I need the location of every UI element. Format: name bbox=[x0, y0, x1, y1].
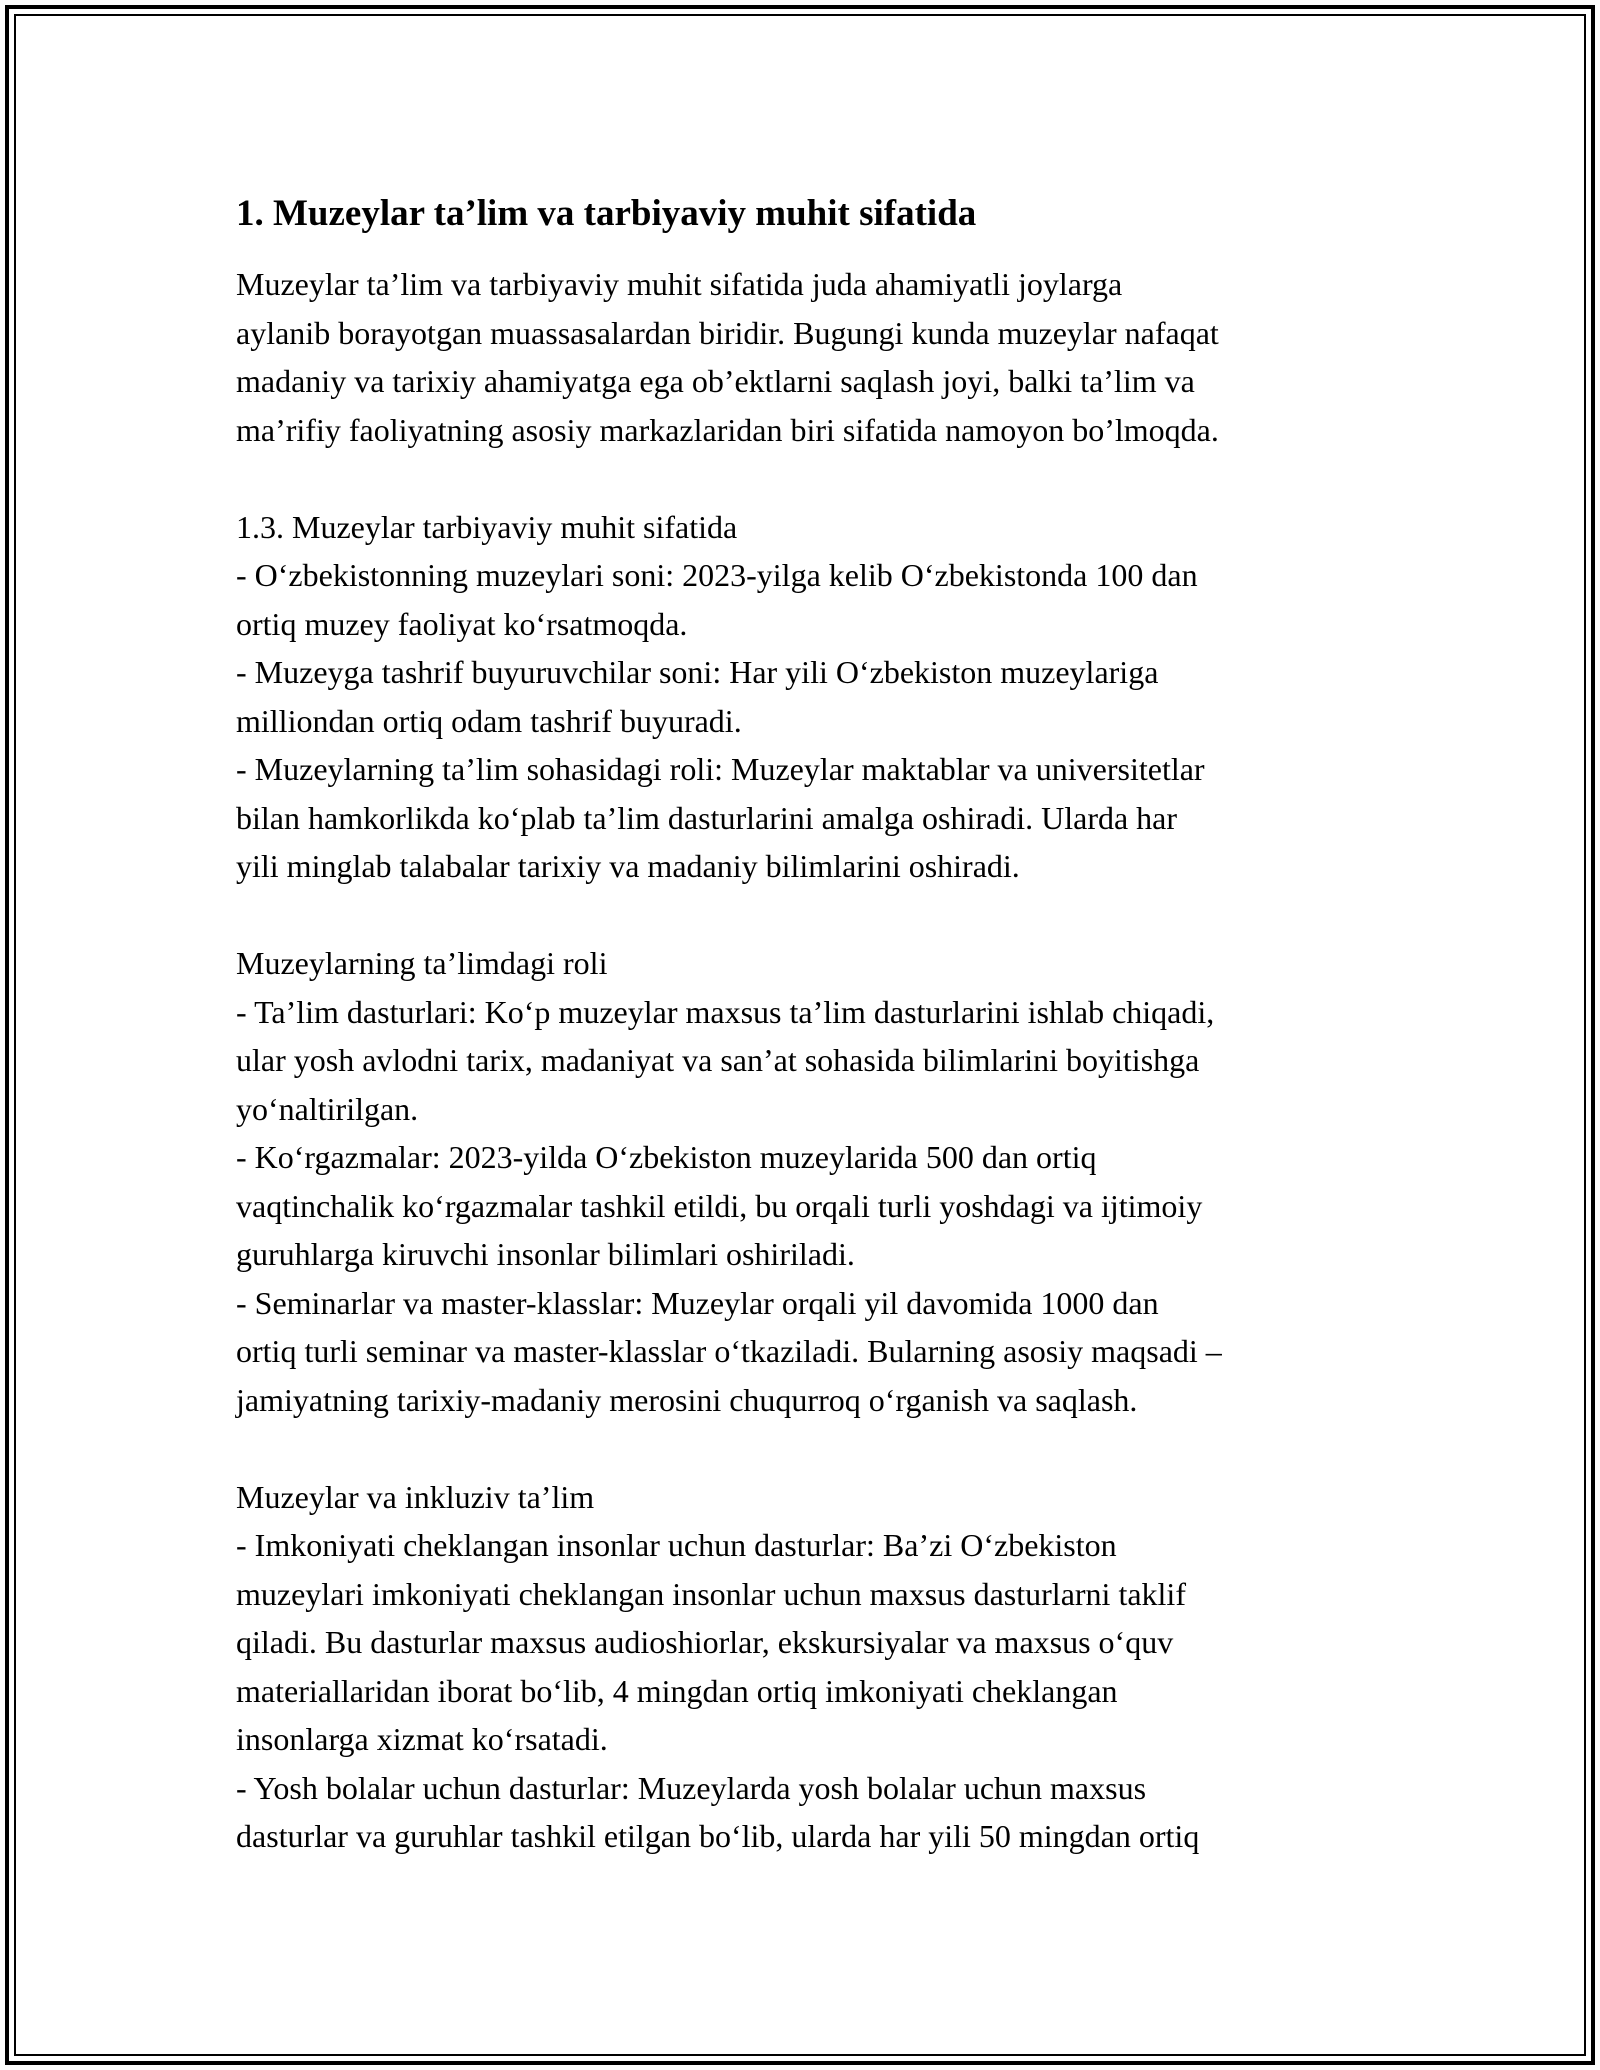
list-item: - Muzeyga tashrif buyuruvchilar soni: Har yili O‘zbekiston muzeylariga milliondan ortiq odam tashrif buyuradi. bbox=[236, 654, 1159, 739]
list-item: - Imkoniyati cheklangan insonlar uchun dasturlar: Ba’zi O‘zbekiston muzeylari imkoniyati cheklangan insonlar uchun maxsus dasturlarni taklif qiladi. Bu dasturlar maxsus audioshiorlar, ekskursiyalar va maxsus o‘quv materiallaridan iborat bo‘lib, 4 mingdan ortiq imkoniyati cheklangan insonlarga xizmat ko‘rsatadi. bbox=[236, 1527, 1186, 1757]
list-item: - Seminarlar va master-klasslar: Muzeylar orqali yil davomida 1000 dan ortiq turli seminar va master-klasslar o‘tkaziladi. Bularning asosiy maqsadi – jamiyatning tarixiy-madaniy merosini chuqurroq o‘rganish va saqlash. bbox=[236, 1284, 1222, 1418]
list-item: - Yosh bolalar uchun dasturlar: Muzeylarda yosh bolalar uchun maxsus dasturlar va guruhlar tashkil etilgan bo‘lib, ularda har yili 50 mingdan ortiq bbox=[236, 1769, 1200, 1854]
list-item: - Muzeylarning ta’lim sohasidagi roli: Muzeylar maktablar va universitetlar bilan hamkorlikda ko‘plab ta’lim dasturlarini amalga oshiradi. Ularda har yili minglab talabalar tarixiy va madaniy bilimlarini oshiradi. bbox=[236, 751, 1205, 884]
section-heading: Muzeylar va inkluziv ta’lim bbox=[236, 1478, 595, 1515]
list-item: - O‘zbekistonning muzeylari soni: 2023-yilga kelib O‘zbekistonda 100 dan ortiq muzey faoliyat ko‘rsatmoqda. bbox=[236, 557, 1198, 642]
section-heading: Muzeylarning ta’limdagi roli bbox=[236, 945, 608, 981]
list-item: - Ko‘rgazmalar: 2023-yilda O‘zbekiston muzeylarida 500 dan ortiq vaqtinchalik ko‘rgazmalar tashkil etildi, bu orqali turli yoshdagi va ijtimoiy guruhlarga kiruvchi insonlar bilimlari oshiriladi. bbox=[236, 1139, 1203, 1272]
page-title: 1. Muzeylar ta’lim va tarbiyaviy muhit sifatida bbox=[236, 193, 977, 234]
intro-block bbox=[236, 260, 1386, 454]
section-tarbiyaviy-muhit bbox=[236, 503, 1386, 891]
list-item: - Ta’lim dasturlari: Ko‘p muzeylar maxsus ta’lim dasturlarini ishlab chiqadi, ular yosh avlodni tarix, madaniyat va san’at sohasida bilimlarini boyitishga yo‘naltirilgan. bbox=[236, 993, 1215, 1127]
section-talimdagi-roli bbox=[236, 939, 1386, 1424]
document-body bbox=[236, 190, 1386, 1861]
section-heading: 1.3. Muzeylar tarbiyaviy muhit sifatida bbox=[236, 508, 738, 545]
section-inkluziv-talim bbox=[236, 1473, 1386, 1861]
intro-paragraph: Muzeylar ta’lim va tarbiyaviy muhit sifatida juda ahamiyatli joylarga aylanib borayotgan muassasalardan biridir. Bugungi kunda muzeylar nafaqat madaniy va tarixiy ahamiyatga ega ob’ektlarni saqlash joyi, balki ta’lim va ma’rifiy faoliyatning asosiy markazlaridan biri sifatida namoyon bo’lmoqda. bbox=[236, 266, 1219, 448]
